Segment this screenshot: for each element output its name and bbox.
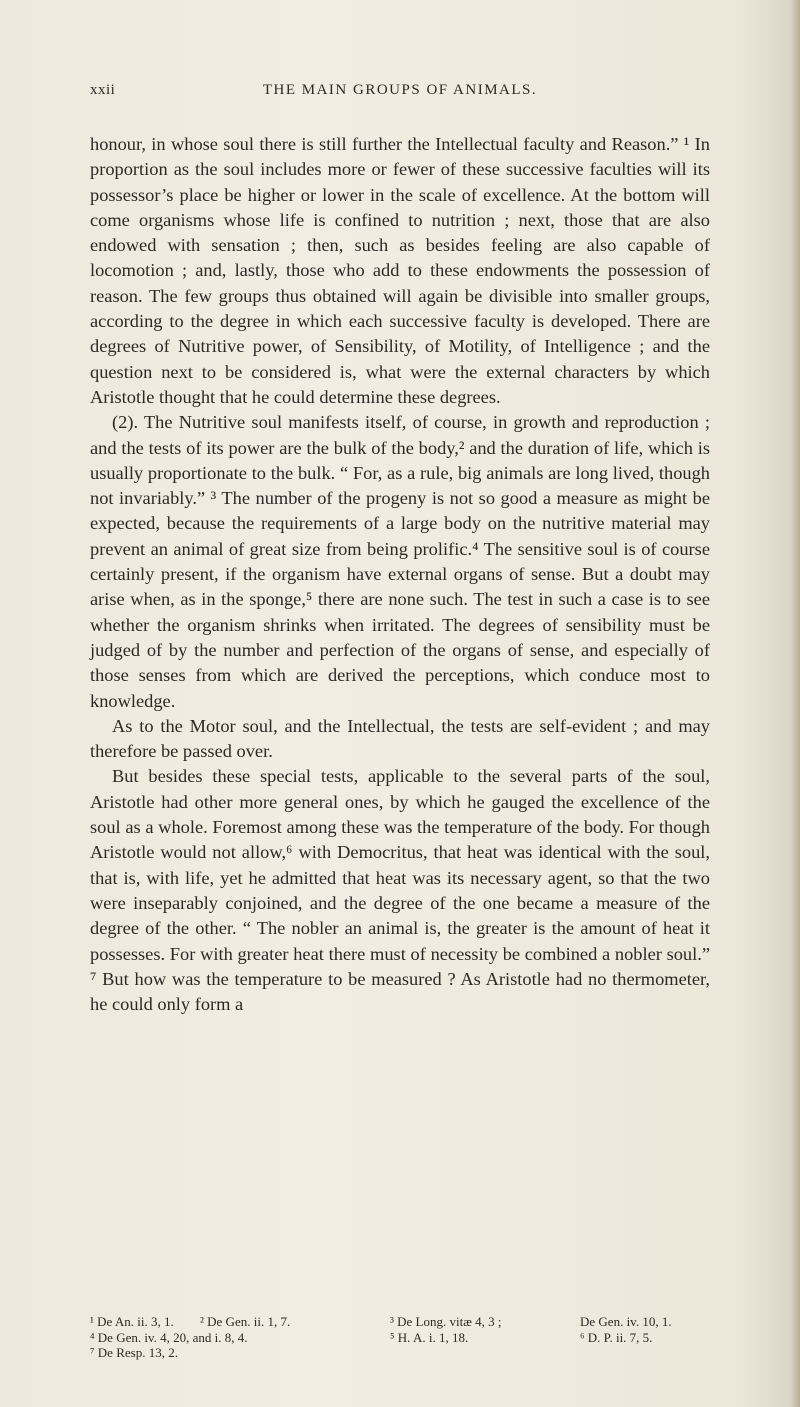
footnote-row — [90, 1330, 710, 1346]
footnote-1: ¹ De An. ii. 3, 1. — [90, 1314, 174, 1329]
paragraph-1: honour, in whose soul there is still further the Intellectual faculty and Reason.” ¹ In proportion as the soul includes more or fewer of these successive faculties will its possessor’s place be higher or lower in the scale of excellence. At the bottom will come organisms whose life is confined to nutrition ; next, those that are also endowed with sensation ; then, such as besides feeling are also capable of locomotion ; and, lastly, those who add to these endowments the possession of reason. The few groups thus obtained will again be divisible into smaller groups, according to the degree in which each successive faculty is developed. There are degrees of Nutritive power, of Sensibility, of Motility, of Intelligence ; and the question next to be considered is, what were the external characters by which Aristotle thought that he could determine these degrees. — [90, 134, 710, 407]
page-edge-shadow — [790, 0, 800, 1407]
paragraph-4: But besides these special tests, applicable to the several parts of the soul, Aristotle had other more general ones, by which he gauged the excellence of the soul as a whole. Foremost among these was the temperature of the body. For though Aristotle would not allow,⁶ with Democritus, that heat was identical with the soul, that is, with life, yet he admitted that heat was its necessary agent, so that the two were inseparably conjoined, and the degree of the one became a measure of the degree of the other. “ The nobler an animal is, the greater is the amount of heat it possesses. For with greater heat there must of necessity be combined a nobler soul.” ⁷ But how was the temperature to be measured ? As Aristotle had no thermometer, he could only form a — [90, 766, 710, 1015]
footnote-4: ⁴ De Gen. iv. 4, 20, and i. 8, 4. — [90, 1329, 248, 1345]
running-head — [40, 82, 760, 108]
paragraph-2: (2). The Nutritive soul manifests itself, of course, in growth and reproduction ; and the tests of its power are the bulk of the body,² and the duration of life, which is usually proportionate to the bulk. “ For, as a rule, big animals are long lived, though not invariably.” ³ The number of the progeny is not so good a measure as might be expected, because the requirements of a large body on the nutritive material may prevent an animal of great size from being prolific.⁴ The sensitive soul is of course certainly present, if the organism have external organs of sense. But a doubt may arise when, as in the sponge,⁵ there are none such. The test in such a case is to see whether the organism shrinks when irritated. The degrees of sensibility must be judged of by the number and perfection of the organs of sense, and especially of those senses from which are derived the perceptions, which conduce most to knowledge. — [90, 412, 710, 711]
footnote-7: ⁷ De Resp. 13, 2. — [90, 1345, 178, 1360]
footnote-row — [90, 1314, 710, 1330]
page-number: xxii — [90, 82, 116, 98]
body-text — [90, 132, 710, 1017]
footnote-3-cont: De Gen. iv. 10, 1. — [580, 1314, 672, 1329]
footnote-row — [90, 1345, 710, 1361]
paragraph-3: As to the Motor soul, and the Intellectual, the tests are self-evident ; and may therefore be passed over. — [90, 715, 710, 762]
footnote-6: ⁶ D. P. ii. 7, 5. — [580, 1329, 653, 1345]
footnotes — [90, 1314, 710, 1361]
footnote-2: ² De Gen. ii. 1, 7. — [200, 1314, 291, 1329]
running-title: THE MAIN GROUPS OF ANIMALS. — [262, 82, 538, 98]
footnote-3: ³ De Long. vitæ 4, 3 ; — [390, 1314, 502, 1329]
footnote-5: ⁵ H. A. i. 1, 18. — [390, 1329, 469, 1345]
